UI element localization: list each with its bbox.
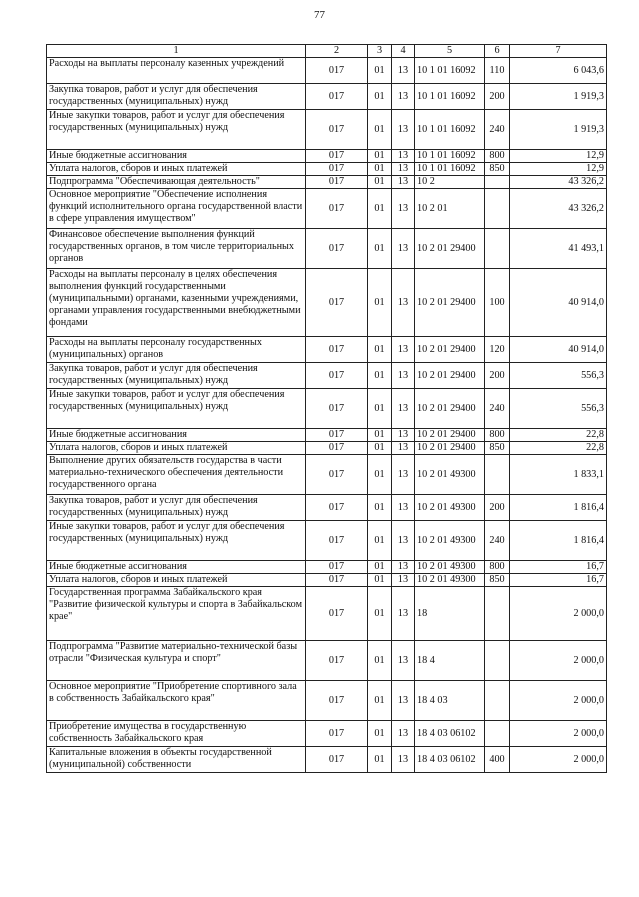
cell-amount: 1 816,4: [510, 495, 607, 521]
cell-csr: 10 1 01 16092: [415, 163, 485, 176]
cell-vr: [485, 229, 510, 269]
cell-name: Финансовое обеспечение выполнения функций государственных органов, в том числе территориальных органов: [47, 229, 306, 269]
cell-amount: 556,3: [510, 389, 607, 429]
cell-amount: 6 043,6: [510, 58, 607, 84]
table-row: [47, 574, 607, 587]
cell-amount: 2 000,0: [510, 587, 607, 641]
cell-csr: 10 1 01 16092: [415, 58, 485, 84]
cell-vr: 850: [485, 163, 510, 176]
cell-name: Подпрограмма "Развитие материально-технической базы отрасли "Физическая культура и спорт": [47, 641, 306, 681]
cell-pr: 13: [392, 84, 415, 110]
cell-rz: 01: [368, 455, 392, 495]
cell-rz: 01: [368, 176, 392, 189]
table-row: [47, 176, 607, 189]
cell-vr: [485, 455, 510, 495]
table-row: [47, 363, 607, 389]
cell-pr: 13: [392, 363, 415, 389]
cell-admin: 017: [306, 58, 368, 84]
cell-name: Иные закупки товаров, работ и услуг для обеспечения государственных (муниципальных) нужд: [47, 110, 306, 150]
cell-rz: 01: [368, 442, 392, 455]
cell-name: Основное мероприятие "Обеспечение исполнения функций исполнительного органа государственной власти в сфере управления имуществом": [47, 189, 306, 229]
cell-amount: 2 000,0: [510, 641, 607, 681]
cell-rz: 01: [368, 681, 392, 721]
cell-admin: 017: [306, 389, 368, 429]
cell-vr: 200: [485, 495, 510, 521]
cell-amount: 43 326,2: [510, 176, 607, 189]
cell-vr: [485, 681, 510, 721]
cell-admin: 017: [306, 561, 368, 574]
cell-admin: 017: [306, 429, 368, 442]
cell-csr: 10 2 01 49300: [415, 521, 485, 561]
cell-vr: 850: [485, 574, 510, 587]
cell-name: Расходы на выплаты персоналу казенных учреждений: [47, 58, 306, 84]
cell-pr: 13: [392, 150, 415, 163]
cell-admin: 017: [306, 189, 368, 229]
cell-amount: 22,8: [510, 442, 607, 455]
cell-rz: 01: [368, 747, 392, 773]
cell-pr: 13: [392, 229, 415, 269]
cell-vr: 240: [485, 521, 510, 561]
header-cell: 3: [368, 45, 392, 58]
cell-csr: 18 4 03 06102: [415, 747, 485, 773]
cell-vr: 800: [485, 429, 510, 442]
cell-name: Иные закупки товаров, работ и услуг для обеспечения государственных (муниципальных) нужд: [47, 521, 306, 561]
cell-csr: 10 2 01 29400: [415, 269, 485, 337]
cell-pr: 13: [392, 521, 415, 561]
header-cell: 5: [415, 45, 485, 58]
cell-amount: 1 816,4: [510, 521, 607, 561]
cell-rz: 01: [368, 337, 392, 363]
table-row: [47, 641, 607, 681]
cell-name: Расходы на выплаты персоналу государственных (муниципальных) органов: [47, 337, 306, 363]
cell-pr: 13: [392, 747, 415, 773]
cell-csr: 10 2 01 49300: [415, 561, 485, 574]
cell-admin: 017: [306, 269, 368, 337]
cell-rz: 01: [368, 721, 392, 747]
table-row: [47, 58, 607, 84]
cell-pr: 13: [392, 110, 415, 150]
cell-csr: 10 2 01 49300: [415, 574, 485, 587]
cell-admin: 017: [306, 150, 368, 163]
cell-rz: 01: [368, 389, 392, 429]
cell-admin: 017: [306, 110, 368, 150]
table-row: [47, 721, 607, 747]
cell-amount: 12,9: [510, 150, 607, 163]
cell-name: Государственная программа Забайкальского края "Развитие физической культуры и спорта в Забайкальском крае": [47, 587, 306, 641]
cell-admin: 017: [306, 641, 368, 681]
cell-rz: 01: [368, 150, 392, 163]
cell-admin: 017: [306, 337, 368, 363]
cell-pr: 13: [392, 721, 415, 747]
budget-table: [46, 44, 607, 773]
cell-amount: 16,7: [510, 561, 607, 574]
cell-amount: 43 326,2: [510, 189, 607, 229]
cell-admin: 017: [306, 455, 368, 495]
cell-vr: [485, 176, 510, 189]
cell-csr: 10 2 01 29400: [415, 363, 485, 389]
cell-rz: 01: [368, 495, 392, 521]
cell-amount: 2 000,0: [510, 721, 607, 747]
cell-name: Подпрограмма "Обеспечивающая деятельность": [47, 176, 306, 189]
cell-vr: [485, 587, 510, 641]
header-cell: 1: [47, 45, 306, 58]
table-row: [47, 110, 607, 150]
cell-rz: 01: [368, 574, 392, 587]
table-row: [47, 84, 607, 110]
table-row: [47, 229, 607, 269]
cell-pr: 13: [392, 58, 415, 84]
cell-name: Закупка товаров, работ и услуг для обеспечения государственных (муниципальных) нужд: [47, 84, 306, 110]
table-row: [47, 747, 607, 773]
cell-amount: 2 000,0: [510, 681, 607, 721]
cell-name: Иные бюджетные ассигнования: [47, 561, 306, 574]
table-header-row: [47, 45, 607, 58]
cell-pr: 13: [392, 337, 415, 363]
cell-vr: 120: [485, 337, 510, 363]
cell-name: Уплата налогов, сборов и иных платежей: [47, 442, 306, 455]
cell-pr: 13: [392, 269, 415, 337]
cell-pr: 13: [392, 574, 415, 587]
cell-csr: 18: [415, 587, 485, 641]
cell-admin: 017: [306, 747, 368, 773]
cell-name: Иные закупки товаров, работ и услуг для обеспечения государственных (муниципальных) нужд: [47, 389, 306, 429]
cell-admin: 017: [306, 681, 368, 721]
cell-admin: 017: [306, 574, 368, 587]
cell-name: Основное мероприятие "Приобретение спортивного зала в собственность Забайкальского края": [47, 681, 306, 721]
cell-name: Закупка товаров, работ и услуг для обеспечения государственных (муниципальных) нужд: [47, 363, 306, 389]
cell-vr: 100: [485, 269, 510, 337]
cell-csr: 10 2 01 29400: [415, 442, 485, 455]
cell-csr: 10 1 01 16092: [415, 84, 485, 110]
cell-name: Иные бюджетные ассигнования: [47, 429, 306, 442]
cell-amount: 40 914,0: [510, 337, 607, 363]
cell-rz: 01: [368, 84, 392, 110]
table-row: [47, 561, 607, 574]
cell-pr: 13: [392, 389, 415, 429]
cell-csr: 10 1 01 16092: [415, 110, 485, 150]
cell-vr: 400: [485, 747, 510, 773]
table-row: [47, 163, 607, 176]
cell-pr: 13: [392, 455, 415, 495]
cell-amount: 556,3: [510, 363, 607, 389]
header-cell: 4: [392, 45, 415, 58]
cell-csr: 10 2 01 49300: [415, 455, 485, 495]
cell-admin: 017: [306, 495, 368, 521]
cell-admin: 017: [306, 442, 368, 455]
table-row: [47, 389, 607, 429]
header-cell: 7: [510, 45, 607, 58]
cell-admin: 017: [306, 176, 368, 189]
cell-pr: 13: [392, 176, 415, 189]
table-row: [47, 189, 607, 229]
cell-amount: 12,9: [510, 163, 607, 176]
cell-rz: 01: [368, 641, 392, 681]
cell-csr: 18 4 03 06102: [415, 721, 485, 747]
cell-csr: 10 2 01 29400: [415, 229, 485, 269]
cell-pr: 13: [392, 561, 415, 574]
table-row: [47, 442, 607, 455]
cell-amount: 16,7: [510, 574, 607, 587]
cell-name: Иные бюджетные ассигнования: [47, 150, 306, 163]
cell-name: Выполнение других обязательств государства в части материально-технического обеспечения деятельности государственного органа: [47, 455, 306, 495]
cell-pr: 13: [392, 641, 415, 681]
page-number: 77: [314, 9, 325, 21]
cell-csr: 10 2 01 29400: [415, 337, 485, 363]
cell-rz: 01: [368, 269, 392, 337]
cell-admin: 017: [306, 84, 368, 110]
cell-csr: 10 2: [415, 176, 485, 189]
cell-vr: 800: [485, 561, 510, 574]
cell-vr: 110: [485, 58, 510, 84]
cell-vr: [485, 641, 510, 681]
cell-admin: 017: [306, 229, 368, 269]
cell-csr: 10 1 01 16092: [415, 150, 485, 163]
cell-vr: 800: [485, 150, 510, 163]
table-row: [47, 337, 607, 363]
cell-admin: 017: [306, 587, 368, 641]
cell-csr: 10 2 01 29400: [415, 429, 485, 442]
cell-rz: 01: [368, 587, 392, 641]
table-row: [47, 521, 607, 561]
cell-rz: 01: [368, 163, 392, 176]
cell-name: Закупка товаров, работ и услуг для обеспечения государственных (муниципальных) нужд: [47, 495, 306, 521]
cell-csr: 10 2 01 49300: [415, 495, 485, 521]
cell-name: Капитальные вложения в объекты государственной (муниципальной) собственности: [47, 747, 306, 773]
cell-pr: 13: [392, 429, 415, 442]
cell-amount: 2 000,0: [510, 747, 607, 773]
cell-amount: 1 833,1: [510, 455, 607, 495]
cell-rz: 01: [368, 561, 392, 574]
table-row: [47, 455, 607, 495]
cell-rz: 01: [368, 58, 392, 84]
cell-name: Уплата налогов, сборов и иных платежей: [47, 574, 306, 587]
cell-name: Расходы на выплаты персоналу в целях обеспечения выполнения функций государственными (муниципальными) органами, казенными учреждениями, органами управления государственными внебюджетными фондами: [47, 269, 306, 337]
table-row: [47, 429, 607, 442]
cell-rz: 01: [368, 110, 392, 150]
cell-admin: 017: [306, 163, 368, 176]
cell-admin: 017: [306, 721, 368, 747]
cell-rz: 01: [368, 521, 392, 561]
cell-pr: 13: [392, 495, 415, 521]
cell-amount: 22,8: [510, 429, 607, 442]
cell-name: Уплата налогов, сборов и иных платежей: [47, 163, 306, 176]
cell-csr: 10 2 01 29400: [415, 389, 485, 429]
table-row: [47, 150, 607, 163]
cell-name: Приобретение имущества в государственную собственность Забайкальского края: [47, 721, 306, 747]
cell-rz: 01: [368, 189, 392, 229]
cell-pr: 13: [392, 189, 415, 229]
cell-amount: 1 919,3: [510, 110, 607, 150]
table-row: [47, 269, 607, 337]
cell-vr: 240: [485, 110, 510, 150]
cell-pr: 13: [392, 587, 415, 641]
table-row: [47, 587, 607, 641]
cell-amount: 40 914,0: [510, 269, 607, 337]
cell-vr: 200: [485, 363, 510, 389]
cell-csr: 18 4 03: [415, 681, 485, 721]
cell-pr: 13: [392, 163, 415, 176]
cell-vr: 850: [485, 442, 510, 455]
cell-rz: 01: [368, 429, 392, 442]
cell-vr: 200: [485, 84, 510, 110]
cell-admin: 017: [306, 363, 368, 389]
cell-pr: 13: [392, 442, 415, 455]
table-row: [47, 681, 607, 721]
header-cell: 2: [306, 45, 368, 58]
cell-csr: 10 2 01: [415, 189, 485, 229]
table-row: [47, 495, 607, 521]
cell-vr: [485, 189, 510, 229]
cell-vr: [485, 721, 510, 747]
cell-amount: 41 493,1: [510, 229, 607, 269]
cell-admin: 017: [306, 521, 368, 561]
cell-amount: 1 919,3: [510, 84, 607, 110]
cell-pr: 13: [392, 681, 415, 721]
header-cell: 6: [485, 45, 510, 58]
cell-rz: 01: [368, 229, 392, 269]
cell-vr: 240: [485, 389, 510, 429]
cell-csr: 18 4: [415, 641, 485, 681]
cell-rz: 01: [368, 363, 392, 389]
